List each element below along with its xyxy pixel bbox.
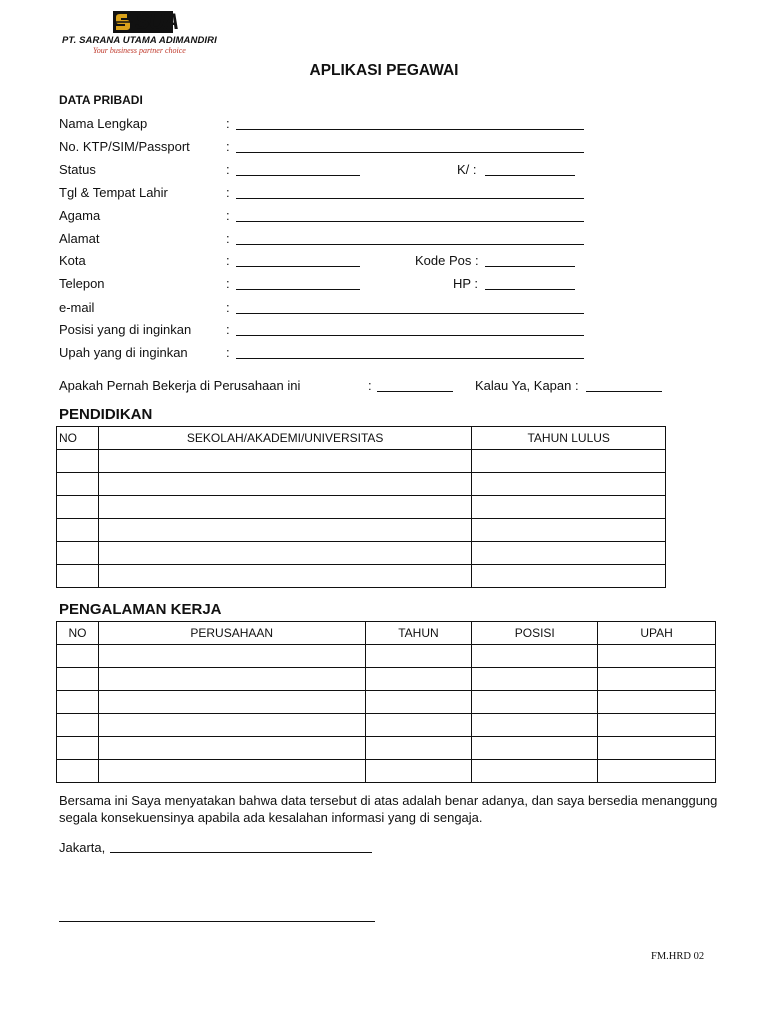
company-tagline: Your business partner choice — [93, 46, 186, 55]
table-cell[interactable] — [57, 519, 99, 542]
table-cell[interactable] — [57, 450, 99, 473]
col-header-year: TAHUN LULUS — [472, 427, 666, 450]
table-cell[interactable] — [57, 473, 99, 496]
table-cell[interactable] — [57, 714, 99, 737]
col-header-no: NO — [57, 622, 99, 645]
col-header-year: TAHUN — [365, 622, 472, 645]
table-cell[interactable] — [472, 668, 598, 691]
table-cell[interactable] — [365, 645, 472, 668]
table-cell[interactable] — [98, 760, 365, 783]
table-cell[interactable] — [57, 496, 99, 519]
table-row — [57, 496, 666, 519]
colon: : — [226, 185, 230, 200]
table-cell[interactable] — [365, 737, 472, 760]
table-cell[interactable] — [57, 645, 99, 668]
colon: : — [226, 231, 230, 246]
table-cell[interactable] — [98, 473, 471, 496]
table-row — [57, 714, 716, 737]
input-line-prior-work-when[interactable] — [586, 391, 662, 392]
input-line-telepon[interactable] — [236, 289, 360, 290]
input-line-alamat[interactable] — [236, 244, 584, 245]
page-title: APLIKASI PEGAWAI — [309, 62, 459, 79]
label-lahir: Tgl & Tempat Lahir — [59, 185, 168, 200]
table-cell[interactable] — [365, 691, 472, 714]
table-cell[interactable] — [472, 714, 598, 737]
table-cell[interactable] — [57, 565, 99, 588]
input-line-upah[interactable] — [236, 358, 584, 359]
table-cell[interactable] — [98, 565, 471, 588]
label-hp: HP : — [453, 276, 479, 291]
colon: : — [226, 276, 230, 291]
table-cell[interactable] — [472, 760, 598, 783]
input-line-email[interactable] — [236, 313, 584, 314]
label-agama: Agama — [59, 208, 101, 223]
table-cell[interactable] — [472, 473, 666, 496]
table-cell[interactable] — [98, 668, 365, 691]
colon: : — [226, 208, 230, 223]
input-line-k[interactable] — [485, 175, 575, 176]
col-header-position: POSISI — [472, 622, 598, 645]
table-row — [57, 691, 716, 714]
input-line-posisi[interactable] — [236, 335, 584, 336]
table-cell[interactable] — [365, 714, 472, 737]
table-cell[interactable] — [57, 737, 99, 760]
table-cell[interactable] — [598, 691, 716, 714]
table-cell[interactable] — [365, 668, 472, 691]
table-row — [57, 760, 716, 783]
education-table — [56, 426, 666, 588]
logo-text: SUA — [135, 9, 179, 34]
signature-line[interactable] — [59, 921, 375, 922]
colon: : — [226, 116, 230, 131]
col-header-company: PERUSAHAAN — [98, 622, 365, 645]
table-cell[interactable] — [98, 691, 365, 714]
table-cell[interactable] — [472, 519, 666, 542]
input-line-date[interactable] — [110, 852, 372, 853]
colon: : — [226, 300, 230, 315]
colon: : — [226, 139, 230, 154]
col-header-school: SEKOLAH/AKADEMI/UNIVERSITAS — [98, 427, 471, 450]
colon: : — [368, 378, 372, 393]
colon: : — [226, 253, 230, 268]
input-line-status[interactable] — [236, 175, 360, 176]
colon: : — [226, 162, 230, 177]
input-line-kode-pos[interactable] — [485, 266, 575, 267]
input-line-kota[interactable] — [236, 266, 360, 267]
colon: : — [226, 345, 230, 360]
experience-table — [56, 621, 716, 783]
table-row — [57, 542, 666, 565]
experience-title: PENGALAMAN KERJA — [59, 601, 222, 618]
label-kota: Kota — [59, 253, 86, 268]
table-cell[interactable] — [598, 645, 716, 668]
table-cell[interactable] — [472, 496, 666, 519]
table-cell[interactable] — [472, 645, 598, 668]
table-cell[interactable] — [598, 760, 716, 783]
prior-work-followup: Kalau Ya, Kapan : — [475, 378, 579, 393]
label-email: e-mail — [59, 300, 95, 315]
label-upah: Upah yang di inginkan — [59, 345, 188, 360]
table-cell[interactable] — [365, 760, 472, 783]
table-row — [57, 450, 666, 473]
table-cell[interactable] — [57, 760, 99, 783]
prior-work-question: Apakah Pernah Bekerja di Perusahaan ini — [59, 378, 301, 393]
table-cell[interactable] — [472, 691, 598, 714]
table-header-row — [57, 427, 666, 450]
table-cell[interactable] — [98, 645, 365, 668]
education-title: PENDIDIKAN — [59, 406, 153, 423]
table-cell[interactable] — [98, 737, 365, 760]
table-cell[interactable] — [98, 450, 471, 473]
personal-data-heading: DATA PRIBADI — [59, 93, 143, 107]
table-cell[interactable] — [57, 668, 99, 691]
declaration-statement: Bersama ini Saya menyatakan bahwa data tersebut di atas adalah benar adanya, dan saya bersedia menanggung segala konsekuensinya apabila ada kesalahan informasi yang di sengaja. — [59, 793, 718, 825]
table-cell[interactable] — [472, 737, 598, 760]
table-row — [57, 737, 716, 760]
label-status: Status — [59, 162, 96, 177]
table-row — [57, 519, 666, 542]
label-posisi: Posisi yang di inginkan — [59, 322, 192, 337]
table-cell[interactable] — [598, 737, 716, 760]
label-k: K/ : — [457, 162, 477, 177]
table-cell[interactable] — [98, 714, 365, 737]
table-cell[interactable] — [57, 542, 99, 565]
input-line-ktp[interactable] — [236, 152, 584, 153]
table-cell[interactable] — [98, 542, 471, 565]
company-name: PT. SARANA UTAMA ADIMANDIRI — [62, 35, 217, 46]
table-cell[interactable] — [472, 542, 666, 565]
table-cell[interactable] — [57, 691, 99, 714]
col-header-wage: UPAH — [598, 622, 716, 645]
label-nama: Nama Lengkap — [59, 116, 148, 131]
table-cell[interactable] — [598, 668, 716, 691]
input-line-prior-work[interactable] — [377, 391, 453, 392]
input-line-nama[interactable] — [236, 129, 584, 130]
table-cell[interactable] — [98, 519, 471, 542]
table-cell[interactable] — [472, 450, 666, 473]
label-kode-pos: Kode Pos : — [415, 253, 479, 268]
col-header-no: NO — [57, 427, 99, 450]
table-row — [57, 645, 716, 668]
table-cell[interactable] — [598, 714, 716, 737]
colon: : — [226, 322, 230, 337]
table-row — [57, 668, 716, 691]
table-header-row — [57, 622, 716, 645]
table-row — [57, 473, 666, 496]
form-code: FM.HRD 02 — [651, 951, 705, 962]
table-row — [57, 565, 666, 588]
label-alamat: Alamat — [59, 231, 100, 246]
label-telepon: Telepon — [59, 276, 105, 291]
input-line-agama[interactable] — [236, 221, 584, 222]
input-line-lahir[interactable] — [236, 198, 584, 199]
label-ktp: No. KTP/SIM/Passport — [59, 139, 190, 154]
declaration-city: Jakarta, — [59, 840, 106, 855]
table-cell[interactable] — [98, 496, 471, 519]
table-cell[interactable] — [472, 565, 666, 588]
input-line-hp[interactable] — [485, 289, 575, 290]
